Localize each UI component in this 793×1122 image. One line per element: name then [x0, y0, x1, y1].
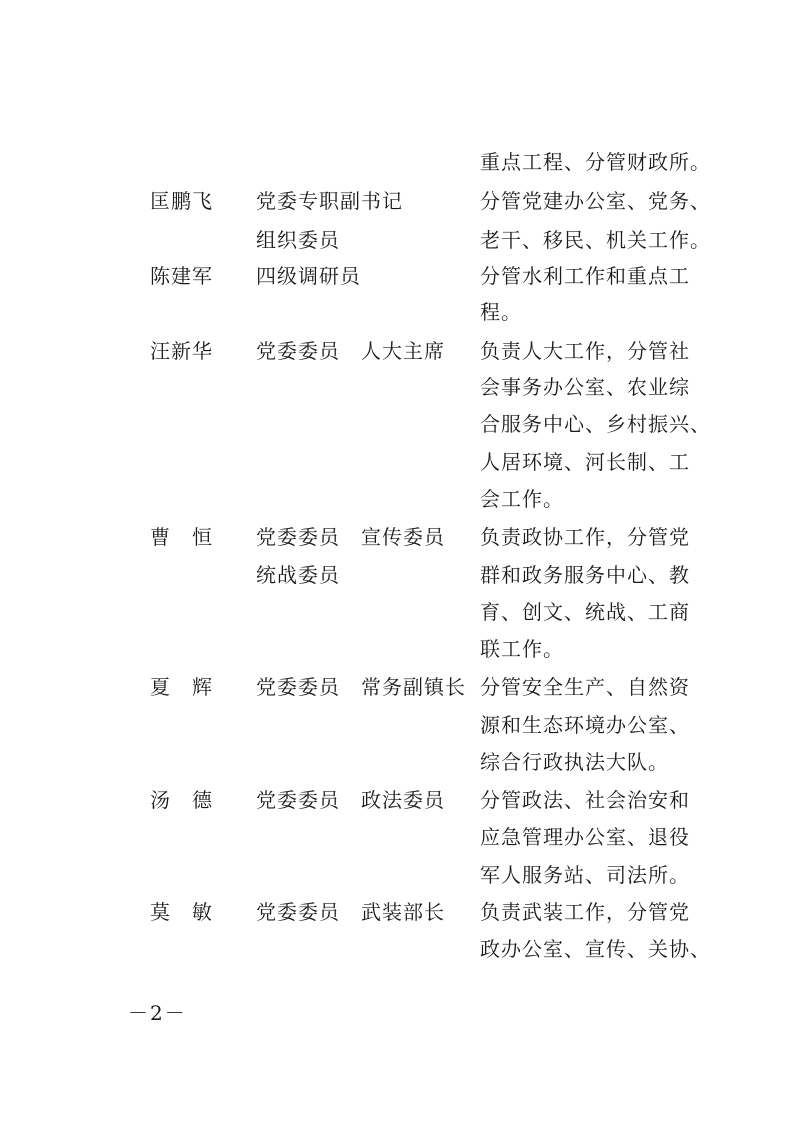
person-duty: 群和政务服务中心、教: [480, 563, 690, 587]
person-duty: 会工作。: [480, 487, 564, 511]
person-duty: 负责人大工作，分管社: [480, 339, 690, 363]
person-duty: 负责武装工作，分管党: [480, 900, 690, 924]
person-duty: 分管安全生产、自然资: [480, 675, 690, 699]
person-duty: 负责政协工作，分管党: [480, 525, 690, 549]
person-duty: 会事务办公室、农业综: [480, 375, 690, 399]
person-name: 汤 德: [150, 788, 213, 812]
person-name: 曹 恒: [150, 525, 213, 549]
person-duty: 分管党建办公室、党务、: [480, 189, 711, 213]
person-position: 组织委员: [256, 228, 340, 252]
person-duty: 合服务中心、乡村振兴、: [480, 412, 711, 436]
person-duty: 育、创文、统战、工商: [480, 600, 690, 624]
person-position: 党委委员 常务副镇长: [256, 675, 466, 699]
person-name: 匡鹏飞: [150, 189, 213, 213]
person-duty: 综合行政执法大队。: [480, 750, 669, 774]
person-position: 党委委员 宣传委员: [256, 525, 445, 549]
person-duty: 分管水利工作和重点工: [480, 264, 690, 288]
person-duty: 军人服务站、司法所。: [480, 863, 690, 887]
person-duty: 老干、移民、机关工作。: [480, 228, 711, 252]
person-duty: 分管政法、社会治安和: [480, 788, 690, 812]
duty-continuation: 重点工程、分管财政所。: [480, 150, 711, 174]
person-duty: 应急管理办公室、退役: [480, 825, 690, 849]
person-name: 陈建军: [150, 264, 213, 288]
person-name: 夏 辉: [150, 675, 213, 699]
person-duty: 政办公室、宣传、关协、: [480, 937, 711, 961]
person-position: 党委专职副书记: [256, 189, 403, 213]
person-duty: 程。: [480, 300, 522, 324]
page-number: －2－: [128, 1001, 187, 1025]
person-position: 四级调研员: [256, 264, 361, 288]
person-name: 莫 敏: [150, 900, 213, 924]
person-duty: 人居环境、河长制、工: [480, 450, 690, 474]
person-duty: 源和生态环境办公室、: [480, 713, 690, 737]
person-duty: 联工作。: [480, 637, 564, 661]
person-position: 统战委员: [256, 563, 340, 587]
person-position: 党委委员 武装部长: [256, 900, 445, 924]
person-position: 党委委员 政法委员: [256, 788, 445, 812]
person-name: 汪新华: [150, 339, 213, 363]
person-position: 党委委员 人大主席: [256, 339, 445, 363]
